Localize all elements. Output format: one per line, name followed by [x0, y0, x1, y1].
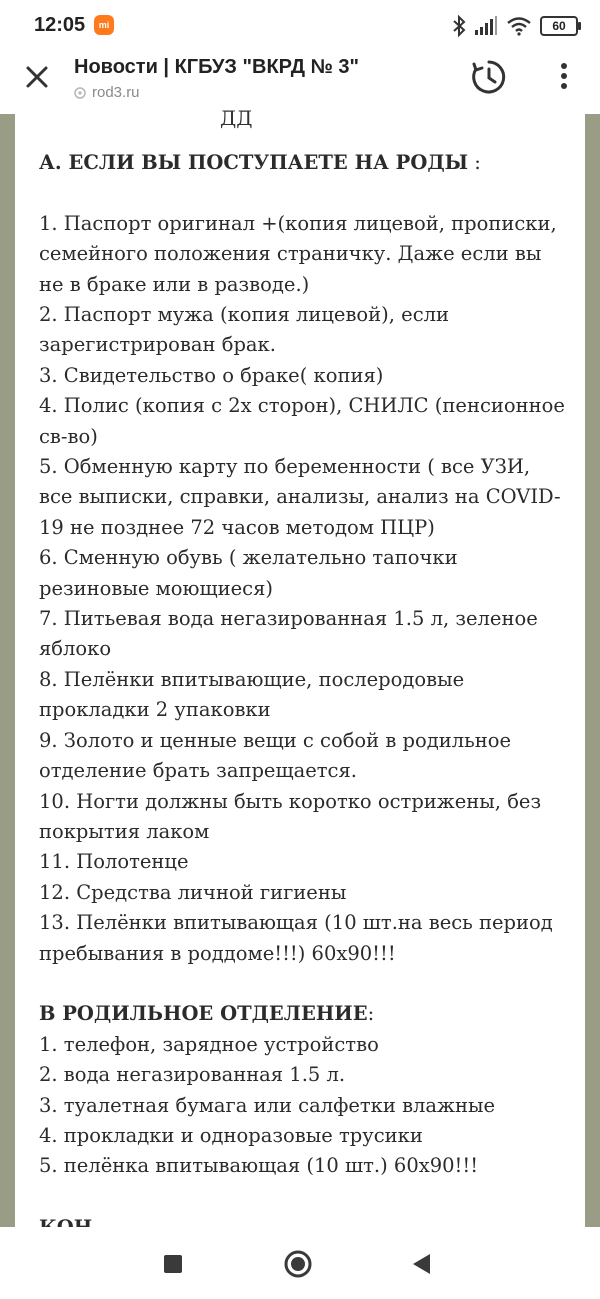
list-item: 1. Паспорт оригинал +(копия лицевой, прописки, семейного положения страничку. Даже если вы не в браке или в разводе.) [39, 211, 557, 296]
list-item: 13. Пелёнки впитывающая (10 шт.на весь период пребывания в роддоме!!!) 60х90!!! [39, 911, 553, 965]
list-item: 3. Свидетельство о браке( копия) [39, 363, 384, 387]
close-icon[interactable] [20, 60, 54, 94]
status-time: 12:05 [34, 14, 86, 36]
list-item: 4. прокладки и одноразовые трусики [39, 1123, 423, 1147]
list-item: 5. Обменную карту по беременности ( все УЗИ, все выписки, справки, анализы, анализ на COVID-19 не позднее 72 часов методом ПЦР) [39, 455, 561, 539]
list-item: 5. пелёнка впитывающая (10 шт.) 60х90!!! [39, 1154, 479, 1178]
url-text: rod3.ru [92, 84, 140, 101]
url-display [74, 84, 140, 101]
more-vert-icon[interactable] [552, 60, 576, 96]
section-a-heading: А. ЕСЛИ ВЫ ПОСТУПАЕТЕ НА РОДЫ [39, 151, 469, 174]
back-button[interactable] [410, 1252, 432, 1276]
app-notification-icon: mi [94, 15, 114, 35]
web-page-area[interactable] [0, 106, 600, 1227]
list-item: 11. Полотенце [39, 850, 189, 874]
list-item: 10. Ногти должны быть коротко острижены, без покрытия лаком [39, 789, 542, 843]
system-nav-bar [0, 1227, 600, 1299]
section-b-heading-suffix: : [367, 1002, 375, 1026]
article-column [15, 106, 585, 1227]
list-item: 9. Золото и ценные вещи с собой в родильное отделение брать запрещается. [39, 728, 512, 783]
lock-icon [74, 86, 86, 100]
status-bar [0, 0, 600, 52]
clock-refresh-icon[interactable] [470, 58, 508, 96]
browser-header [0, 52, 600, 115]
list-item: 2. вода негазированная 1.5 л. [39, 1063, 346, 1087]
signal-icon [474, 16, 498, 36]
list-item: 3. туалетная бумага или салфетки влажные [39, 1093, 496, 1117]
page-title: Новости | КГБУЗ "ВКРД № 3" [74, 56, 359, 78]
list-item: 1. телефон, зарядное устройство [39, 1032, 379, 1056]
list-item: 4. Полис (копия с 2х сторон), СНИЛС (пенсионное св-во) [39, 394, 565, 448]
list-item: 8. Пелёнки впитывающие, послеродовые прокладки 2 упаковки [39, 667, 465, 722]
status-icons [452, 14, 578, 38]
article-body [39, 148, 569, 1182]
list-item: 12. Средства личной гигиены [39, 880, 347, 904]
section-b-heading-line [39, 999, 569, 1029]
recents-button[interactable] [164, 1255, 182, 1273]
home-button[interactable] [284, 1250, 312, 1278]
list-item: 6. Сменную обувь ( желательно тапочки резиновые моющиеся) [39, 546, 458, 600]
bluetooth-icon [452, 15, 466, 37]
section-a-heading-line [39, 148, 569, 178]
list-item: 7. Питьевая вода негазированная 1.5 л, зеленое яблоко [39, 607, 538, 661]
section-a-heading-suffix: : [468, 151, 481, 174]
list-item: 2. Паспорт мужа (копия лицевой), если зарегистрирован брак. [39, 303, 450, 357]
battery-indicator: 60 [540, 16, 578, 36]
truncated-top-text: ДД [220, 106, 253, 130]
wifi-icon [506, 16, 532, 36]
section-b-heading: В РОДИЛЬНОЕ ОТДЕЛЕНИЕ [39, 1002, 368, 1026]
